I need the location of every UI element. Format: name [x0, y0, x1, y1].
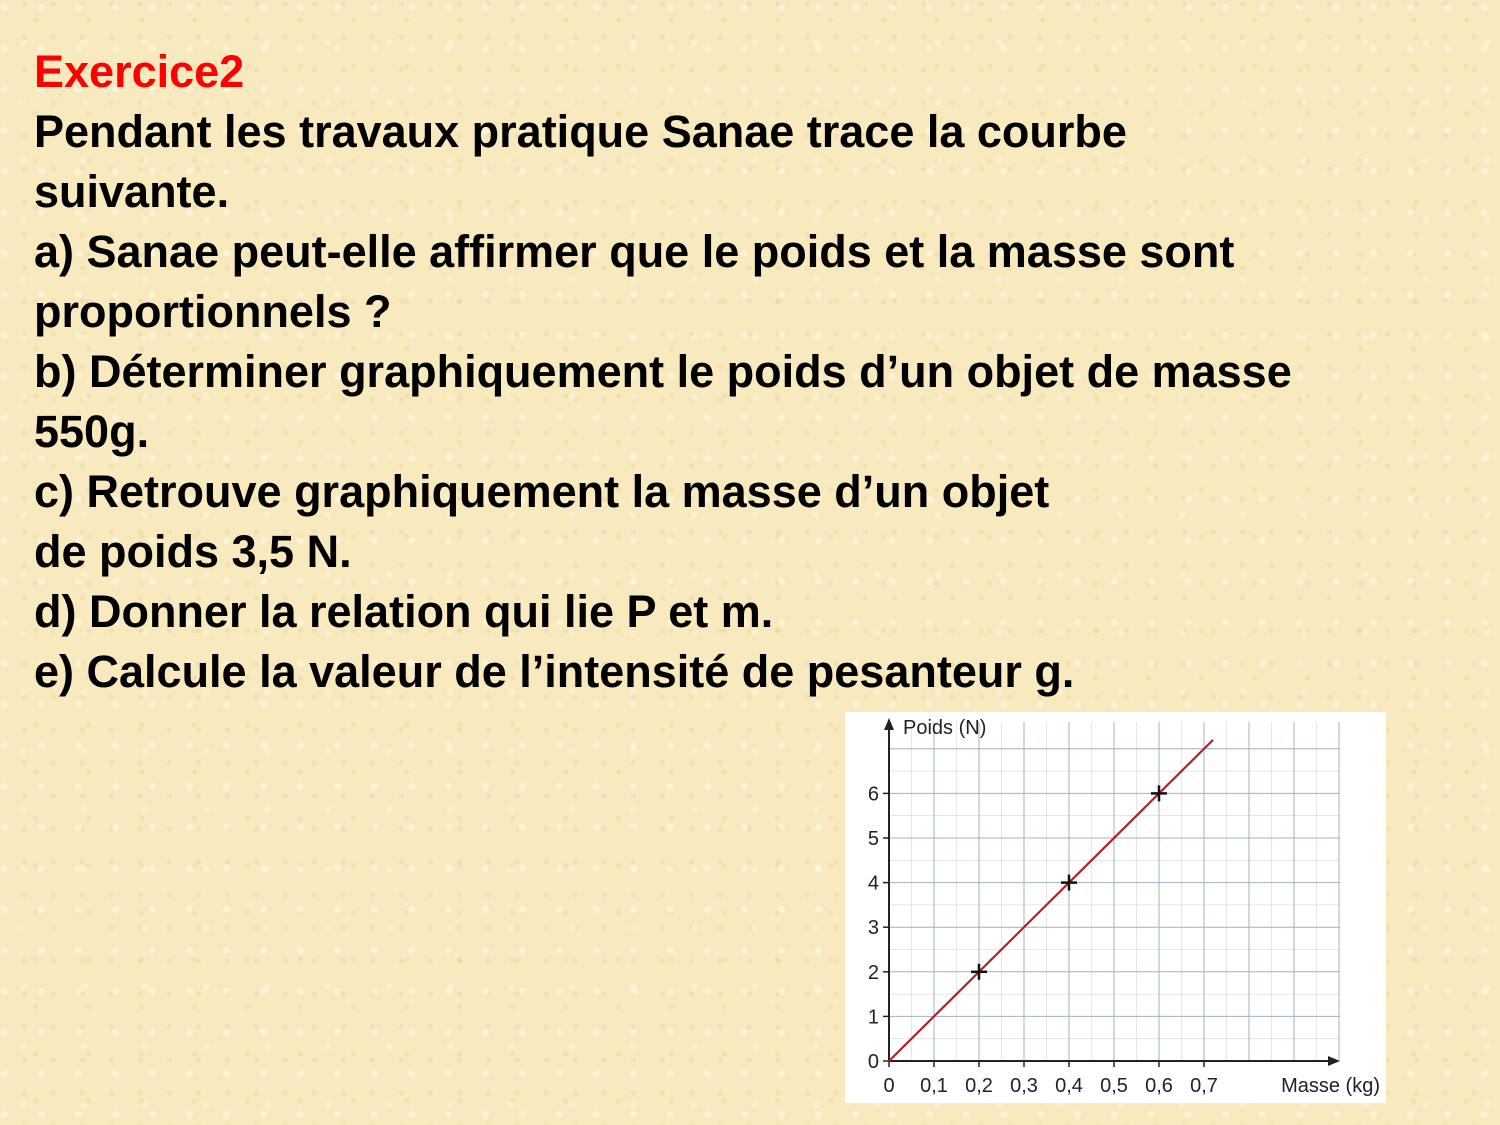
question-d: d) Donner la relation qui lie P et m.	[34, 586, 774, 637]
exercise-title: Exercice2	[34, 46, 245, 97]
x-tick-label: 0,7	[1190, 1075, 1218, 1097]
y-tick-label: 6	[867, 783, 879, 806]
question-e: e) Calcule la valeur de l’intensité de pesanteur g.	[34, 646, 1075, 697]
question-c-line-2: de poids 3,5 N.	[34, 526, 352, 577]
x-axis-arrow	[1328, 1056, 1340, 1066]
y-axis-arrow	[884, 718, 894, 730]
intro-line-2: suivante.	[34, 166, 230, 217]
y-tick-label: 3	[867, 917, 879, 940]
y-tick-label: 1	[867, 1006, 879, 1029]
x-tick-label: 0,3	[1010, 1075, 1038, 1097]
y-tick-label: 2	[867, 961, 879, 984]
chart-svg	[845, 712, 1386, 1103]
y-tick-label: 0	[867, 1051, 879, 1073]
question-a-line-1: a) Sanae peut-elle affirmer que le poids et la masse sont	[34, 226, 1235, 277]
proportional-line	[889, 740, 1213, 1061]
x-axis-label: Masse (kg)	[1281, 1075, 1380, 1097]
weight-mass-chart	[845, 712, 1386, 1103]
x-tick-label: 0,6	[1145, 1075, 1173, 1097]
x-tick-label: 0	[883, 1075, 895, 1097]
y-tick-label: 5	[867, 828, 879, 850]
exercise-text	[34, 42, 1474, 702]
question-a-line-2: proportionnels ?	[34, 286, 392, 337]
y-tick-label: 4	[867, 872, 879, 895]
x-tick-label: 0,2	[965, 1075, 993, 1097]
question-b-line-2: 550g.	[34, 406, 150, 457]
y-axis-label: Poids (N)	[903, 717, 987, 739]
question-b-line-1: b) Déterminer graphiquement le poids d’un objet de masse	[34, 346, 1292, 397]
intro-line-1: Pendant les travaux pratique Sanae trace la courbe	[34, 106, 1127, 157]
question-c-line-1: c) Retrouve graphiquement la masse d’un objet	[34, 466, 1050, 517]
x-tick-label: 0,4	[1055, 1075, 1083, 1097]
x-tick-label: 0,5	[1100, 1075, 1128, 1097]
x-tick-label: 0,1	[920, 1075, 948, 1097]
